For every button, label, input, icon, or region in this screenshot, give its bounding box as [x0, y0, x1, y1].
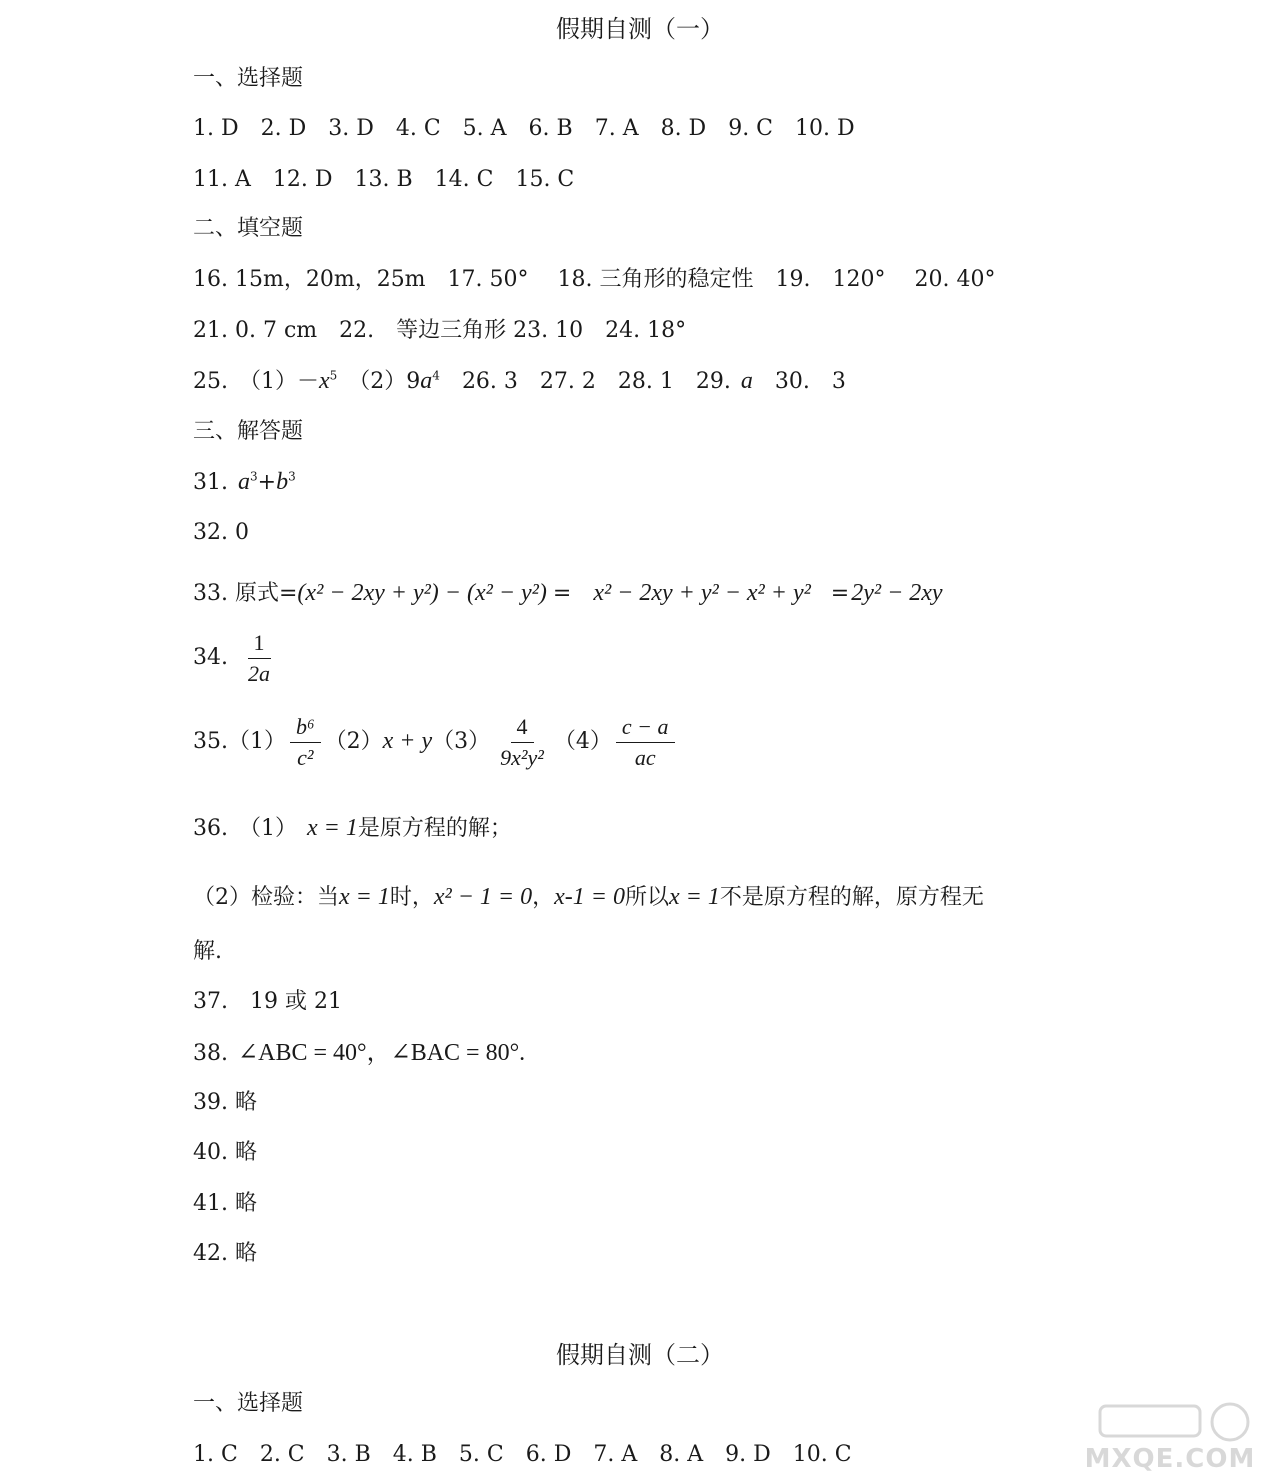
- q33-equals-2: =: [830, 581, 850, 606]
- q33-expression-1: (x² − 2xy + y²) − (x² − y²): [297, 580, 547, 606]
- heading-multiple-choice: 一、选择题: [193, 66, 304, 91]
- q30: 30. 3: [752, 369, 846, 394]
- q36b-text-3: 所以: [624, 885, 669, 910]
- q36b-text-4: 不是原方程的解，原方程无: [719, 885, 984, 910]
- q36b-math-1: x = 1: [339, 884, 390, 910]
- q36b-math-2: x² − 1 = 0: [433, 884, 533, 910]
- q35-fraction-1: [290, 712, 321, 773]
- section-2-mc-answers-row-1: 1. C 2. C 3. B 4. B 5. C 6. D 7. A 8. A 9. D 10. C: [193, 1442, 852, 1467]
- watermark-logo: [1080, 1398, 1260, 1474]
- q29-a: a: [740, 368, 753, 394]
- q39-answer: 39. 略: [193, 1090, 257, 1115]
- q35-answer: [193, 708, 679, 775]
- q35-f4-denominator: ac: [634, 744, 656, 770]
- q33-answer: [193, 578, 943, 609]
- q36-part-2: [193, 882, 984, 913]
- q31-plus: +: [257, 470, 277, 495]
- q25-x-exponent: 5: [329, 368, 338, 383]
- q34-numerator: 1: [248, 628, 271, 659]
- q33-equals-1: =: [552, 581, 572, 606]
- q37-answer: 37. 19 或 21: [193, 989, 342, 1014]
- q36b-math-3: x-1 = 0: [554, 884, 625, 910]
- q31-a: a: [238, 469, 250, 495]
- q31-a-exponent: 3: [250, 469, 258, 484]
- q25-a-exponent: 4: [432, 368, 440, 383]
- q36-label: 36. （1）: [193, 816, 297, 841]
- q36b-text-2: ，: [532, 885, 555, 910]
- q41-answer: 41. 略: [193, 1191, 257, 1216]
- section-2-title: 假期自测（二）: [556, 1341, 724, 1369]
- q25-label: 25. （1）－: [193, 369, 319, 394]
- heading-solutions: 三、解答题: [193, 419, 304, 444]
- fill-answers-row-3: [193, 366, 846, 397]
- q34-answer: [193, 626, 280, 690]
- q25-a: a: [420, 368, 433, 394]
- q25-part2: （2）9: [337, 369, 421, 394]
- q33-expression-3: 2y² − 2xy: [851, 580, 943, 606]
- q31-b-exponent: 3: [288, 469, 296, 484]
- q34-label: 34.: [193, 645, 228, 670]
- q35-part-3-label: （3）: [432, 729, 491, 754]
- q40-answer: 40. 略: [193, 1140, 257, 1165]
- q31-b: b: [276, 469, 289, 495]
- q36-x-equals-1: x = 1: [307, 815, 358, 841]
- mc-answers-row-1: 1. D 2. D 3. D 4. C 5. A 6. B 7. A 8. D 9. C 10. D: [193, 116, 855, 141]
- q36-continuation: 解.: [193, 939, 222, 964]
- q35-f1-denominator: c²: [297, 744, 314, 770]
- q36b-text-1: 时，: [389, 885, 434, 910]
- section-1-title: 假期自测（一）: [556, 15, 724, 43]
- q38-answer: [193, 1038, 525, 1069]
- q35-f3-numerator: 4: [511, 712, 534, 743]
- q25-x: x: [319, 368, 330, 394]
- q36b-prefix: （2）检验：当: [193, 885, 339, 910]
- q32-answer: 32. 0: [193, 520, 249, 545]
- fill-answers-row-1: 16. 15m，20m，25m 17. 50° 18. 三角形的稳定性 19. 120° 20. 40°: [193, 267, 996, 292]
- watermark-text: MXQE.COM: [1084, 1444, 1256, 1474]
- q34-fraction: [242, 628, 276, 689]
- q38-angles: ∠ABC = 40°，∠BAC = 80°.: [238, 1040, 526, 1066]
- q42-answer: 42. 略: [193, 1241, 257, 1266]
- q35-f4-numerator: c − a: [616, 712, 675, 743]
- q36-part-1: [193, 813, 512, 844]
- q26-q29: 26. 3 27. 2 28. 1 29.: [439, 369, 731, 394]
- q35-fraction-4: [616, 712, 675, 773]
- q33-expression-2: x² − 2xy + y² − x² + y²: [593, 580, 811, 606]
- q36-text: 是原方程的解；: [357, 816, 512, 841]
- q31-answer: [193, 467, 296, 498]
- fill-answers-row-2: 21. 0. 7 cm 22. 等边三角形 23. 10 24. 18°: [193, 318, 687, 343]
- heading-fill-blank: 二、填空题: [193, 216, 304, 241]
- q36b-math-4: x = 1: [669, 884, 720, 910]
- mc-answers-row-2: 11. A 12. D 13. B 14. C 15. C: [193, 167, 575, 192]
- q35-f1-numerator: b⁶: [290, 712, 321, 743]
- q33-label: 33. 原式=: [193, 581, 298, 606]
- q35-fraction-3: [494, 712, 550, 773]
- q35-part-2-label: （2）: [324, 729, 383, 754]
- q35-expression-2: x + y: [382, 728, 433, 754]
- section-2-heading-multiple-choice: 一、选择题: [193, 1391, 304, 1416]
- q35-f3-denominator: 9x²y²: [500, 744, 544, 770]
- q38-label: 38.: [193, 1041, 228, 1066]
- q35-label: 35.（1）: [193, 729, 286, 754]
- q35-part-4-label: （4）: [553, 729, 612, 754]
- q31-label: 31.: [193, 470, 228, 495]
- q34-denominator: 2a: [248, 660, 270, 686]
